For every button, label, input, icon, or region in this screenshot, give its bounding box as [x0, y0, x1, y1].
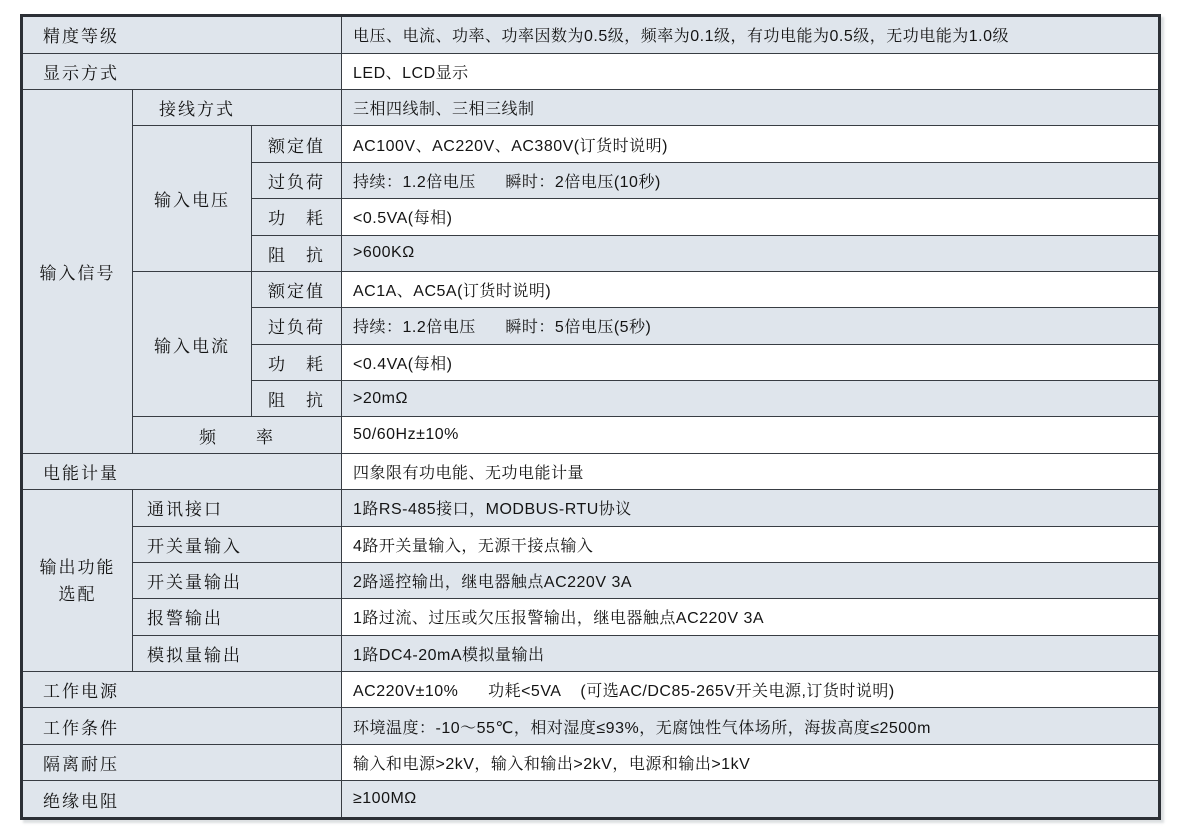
working-power-label: 工作电源 — [22, 672, 342, 708]
current-rated-label: 额定值 — [252, 271, 342, 307]
working-conditions-value: 环境温度：-10～55℃，相对湿度≤93%，无腐蚀性气体场所，海拔高度≤2500m — [342, 708, 1160, 744]
digital-output-value: 2路遥控输出，继电器触点AC220V 3A — [342, 562, 1160, 598]
table-row — [22, 90, 1160, 126]
insulation-resistance-label: 绝缘电阻 — [22, 781, 342, 819]
table-row — [22, 708, 1160, 744]
table-row — [22, 635, 1160, 671]
accuracy-value: 电压、电流、功率、功率因数为0.5级，频率为0.1级，有功电能为0.5级，无功电能为1.0级 — [342, 16, 1160, 54]
output-options-label-line2: 选配 — [58, 584, 97, 604]
table-row — [22, 271, 1160, 307]
display-mode-label: 显示方式 — [22, 53, 342, 89]
current-overload-value: 持续：1.2倍电压 瞬时：5倍电压(5秒) — [342, 308, 1160, 344]
voltage-consumption-value: <0.5VA(每相) — [342, 199, 1160, 235]
current-impedance-label: 阻 抗 — [252, 381, 342, 417]
voltage-overload-label: 过负荷 — [252, 162, 342, 198]
voltage-rated-value: AC100V、AC220V、AC380V(订货时说明) — [342, 126, 1160, 162]
current-rated-value: AC1A、AC5A(订货时说明) — [342, 271, 1160, 307]
accuracy-label: 精度等级 — [22, 16, 342, 54]
current-impedance-value: >20mΩ — [342, 381, 1160, 417]
table-row — [22, 417, 1160, 453]
table-row — [22, 126, 1160, 162]
table-row — [22, 562, 1160, 598]
table-row — [22, 53, 1160, 89]
digital-input-value: 4路开关量输入，无源干接点输入 — [342, 526, 1160, 562]
input-current-label: 输入电流 — [133, 271, 252, 417]
digital-output-label: 开关量输出 — [133, 562, 342, 598]
working-power-value: AC220V±10% 功耗<5VA (可选AC/DC85-265V开关电源,订货时说明) — [342, 672, 1160, 708]
analog-output-label: 模拟量输出 — [133, 635, 342, 671]
voltage-consumption-label: 功 耗 — [252, 199, 342, 235]
input-voltage-label: 输入电压 — [133, 126, 252, 272]
current-consumption-label: 功 耗 — [252, 344, 342, 380]
display-mode-value: LED、LCD显示 — [342, 53, 1160, 89]
spec-table — [20, 14, 1161, 820]
isolation-withstand-label: 隔离耐压 — [22, 744, 342, 780]
frequency-label: 频 率 — [133, 417, 342, 453]
analog-output-value: 1路DC4-20mA模拟量输出 — [342, 635, 1160, 671]
wiring-mode-label: 接线方式 — [133, 90, 342, 126]
table-row — [22, 672, 1160, 708]
energy-metering-label: 电能计量 — [22, 453, 342, 489]
table-row — [22, 744, 1160, 780]
voltage-impedance-value: >600KΩ — [342, 235, 1160, 271]
output-options-label — [22, 490, 133, 672]
current-consumption-value: <0.4VA(每相) — [342, 344, 1160, 380]
alarm-output-value: 1路过流、过压或欠压报警输出，继电器触点AC220V 3A — [342, 599, 1160, 635]
current-overload-label: 过负荷 — [252, 308, 342, 344]
table-row — [22, 490, 1160, 526]
table-row — [22, 526, 1160, 562]
wiring-mode-value: 三相四线制、三相三线制 — [342, 90, 1160, 126]
voltage-impedance-label: 阻 抗 — [252, 235, 342, 271]
voltage-overload-value: 持续：1.2倍电压 瞬时：2倍电压(10秒) — [342, 162, 1160, 198]
frequency-value: 50/60Hz±10% — [342, 417, 1160, 453]
alarm-output-label: 报警输出 — [133, 599, 342, 635]
voltage-rated-label: 额定值 — [252, 126, 342, 162]
table-row — [22, 453, 1160, 489]
comm-port-label: 通讯接口 — [133, 490, 342, 526]
digital-input-label: 开关量输入 — [133, 526, 342, 562]
input-signal-label: 输入信号 — [22, 90, 133, 454]
isolation-withstand-value: 输入和电源>2kV，输入和输出>2kV，电源和输出>1kV — [342, 744, 1160, 780]
energy-metering-value: 四象限有功电能、无功电能计量 — [342, 453, 1160, 489]
table-row — [22, 16, 1160, 54]
output-options-label-line1: 输出功能 — [39, 557, 116, 577]
comm-port-value: 1路RS-485接口，MODBUS-RTU协议 — [342, 490, 1160, 526]
table-row — [22, 599, 1160, 635]
insulation-resistance-value: ≥100MΩ — [342, 781, 1160, 819]
table-row — [22, 781, 1160, 819]
working-conditions-label: 工作条件 — [22, 708, 342, 744]
